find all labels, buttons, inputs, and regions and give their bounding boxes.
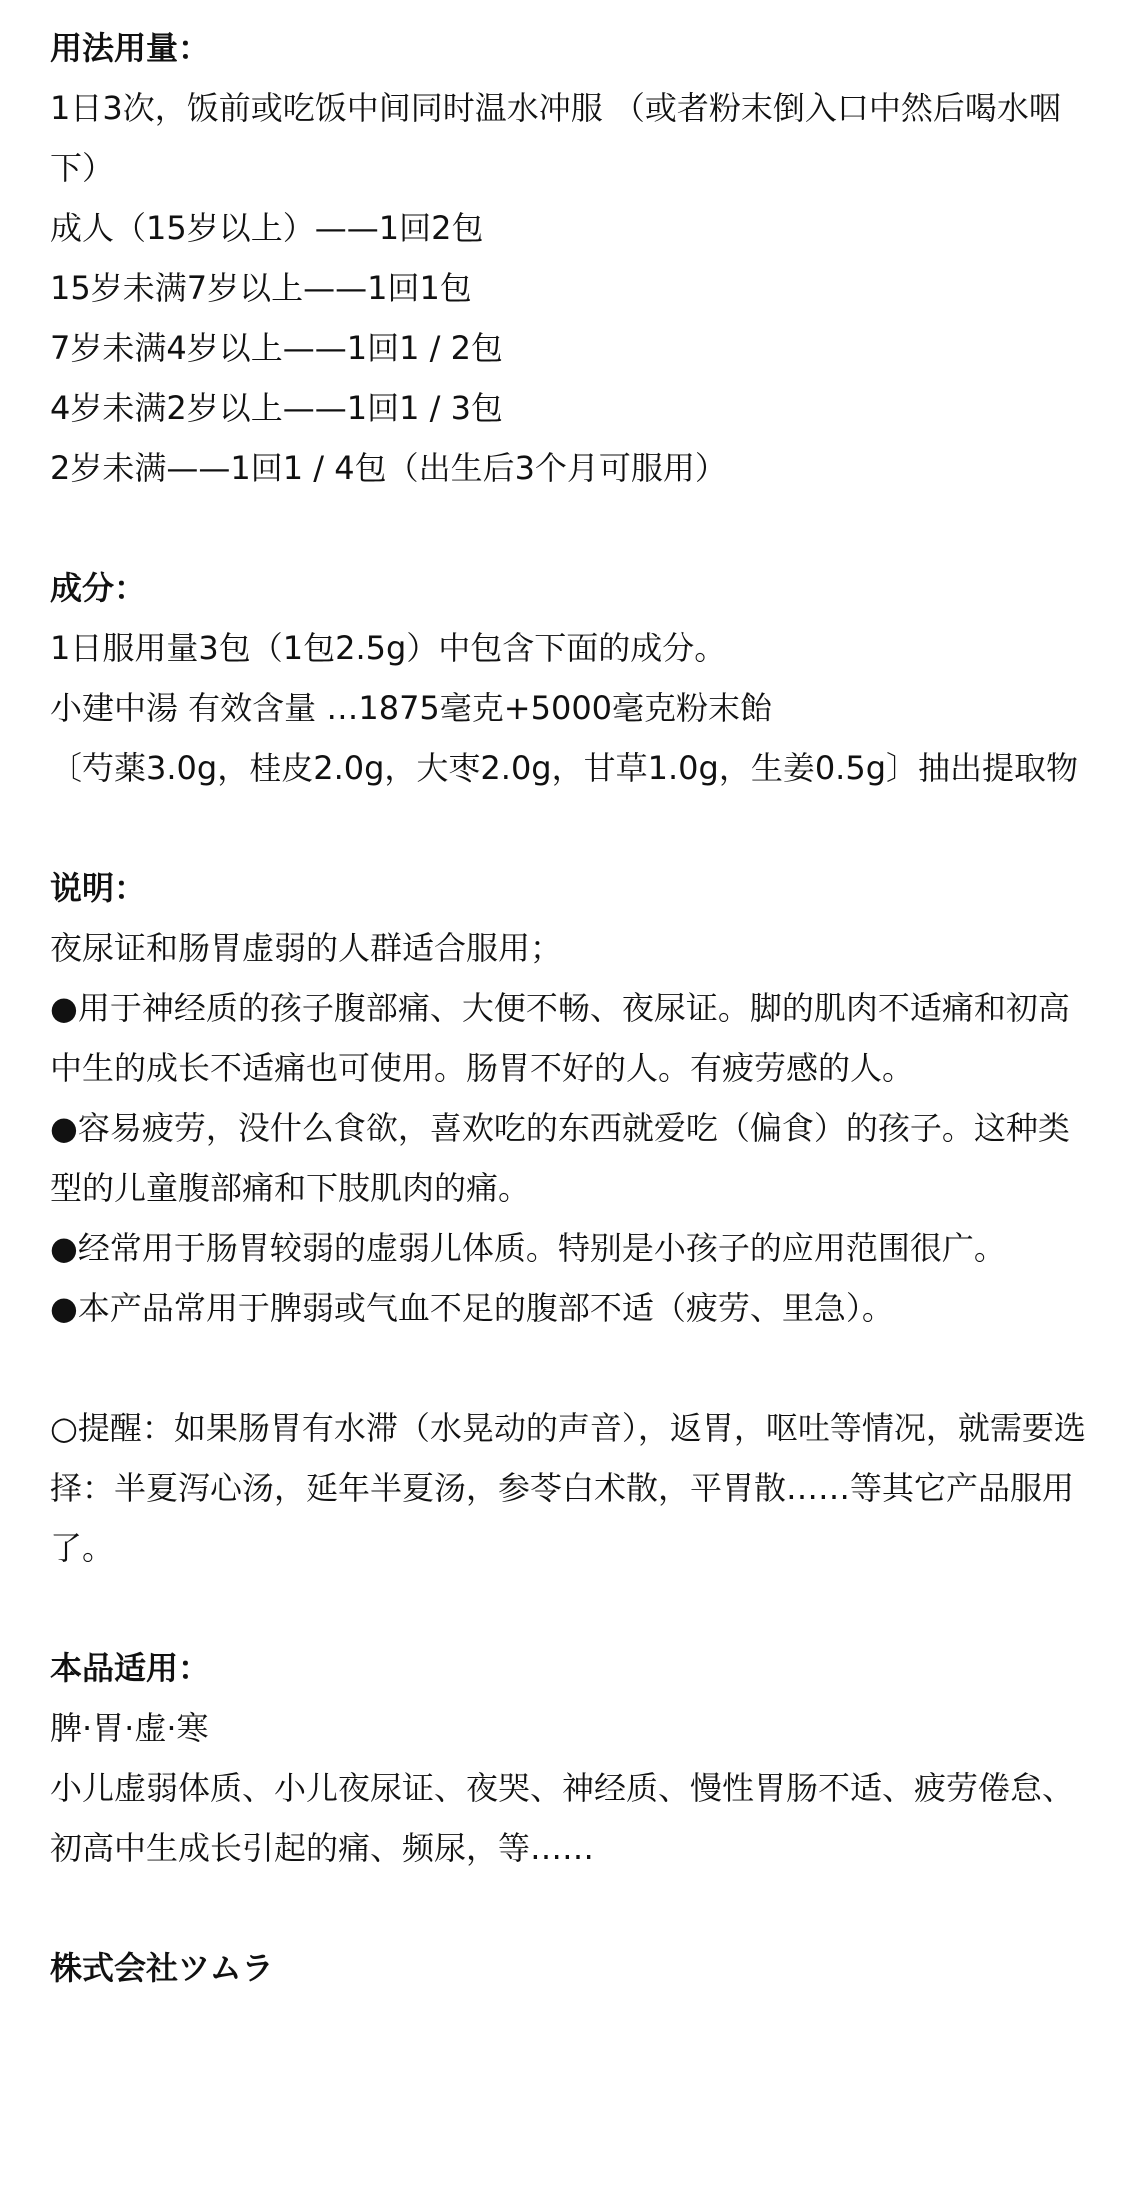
reminder-text: ○提醒：如果肠胃有水滞（水晃动的声音），返胃，呕吐等情况，就需要选择：半夏泻心汤，延年半夏汤，参苓白术散，平胃散……等其它产品服用了。 — [50, 1409, 1086, 1567]
applicable-section — [50, 1638, 1090, 1878]
ingredients-section — [50, 558, 1090, 798]
applicable-line: 脾·胃·虚·寒 — [50, 1709, 209, 1747]
description-bullet: ●本产品常用于脾弱或气血不足的腹部不适（疲劳、里急）。 — [50, 1289, 894, 1327]
document-page — [50, 18, 1090, 1998]
description-bullet: ●用于神经质的孩子腹部痛、大便不畅、夜尿证。脚的肌肉不适痛和初高中生的成长不适痛也可使用。肠胃不好的人。有疲劳感的人。 — [50, 989, 1070, 1087]
section-gap — [50, 1878, 1090, 1938]
applicable-line: 小儿虚弱体质、小儿夜尿证、夜哭、神经质、慢性胃肠不适、疲劳倦怠、初高中生成长引起的痛、频尿，等…… — [50, 1769, 1075, 1867]
description-section — [50, 858, 1090, 1338]
reminder-section — [50, 1398, 1090, 1578]
section-gap — [50, 498, 1090, 558]
usage-line: 7岁未满4岁以上——1回1 / 2包 — [50, 329, 503, 367]
description-bullet: ●容易疲劳，没什么食欲，喜欢吃的东西就爱吃（偏食）的孩子。这种类型的儿童腹部痛和下肢肌肉的痛。 — [50, 1109, 1070, 1207]
section-gap — [50, 798, 1090, 858]
applicable-heading: 本品适用： — [50, 1649, 211, 1687]
ingredients-heading: 成分： — [50, 569, 147, 607]
ingredients-line: 1日服用量3包（1包2.5g）中包含下面的成分。 — [50, 629, 727, 667]
description-line: 夜尿证和肠胃虚弱的人群适合服用； — [50, 929, 563, 967]
description-bullet: ●经常用于肠胃较弱的虚弱儿体质。特别是小孩子的应用范围很广。 — [50, 1229, 1006, 1267]
usage-heading: 用法用量： — [50, 29, 211, 67]
ingredients-line: 小建中湯 有效含量 …1875毫克+5000毫克粉末飴 — [50, 689, 773, 727]
section-gap — [50, 1578, 1090, 1638]
usage-line: 成人（15岁以上）——1回2包 — [50, 209, 484, 247]
usage-line: 2岁未满——1回1 / 4包（出生后3个月可服用） — [50, 449, 727, 487]
company-name: 株式会社ツムラ — [50, 1949, 274, 1987]
description-heading: 说明： — [50, 869, 147, 907]
usage-line: 1日3次，饭前或吃饭中间同时温水冲服 （或者粉末倒入口中然后喝水咽下） — [50, 89, 1061, 187]
section-gap — [50, 1338, 1090, 1398]
usage-line: 4岁未满2岁以上——1回1 / 3包 — [50, 389, 503, 427]
ingredients-line: 〔芍薬3.0g，桂皮2.0g，大枣2.0g，甘草1.0g，生姜0.5g〕抽出提取物 — [50, 749, 1079, 787]
usage-section — [50, 18, 1090, 498]
usage-line: 15岁未满7岁以上——1回1包 — [50, 269, 472, 307]
